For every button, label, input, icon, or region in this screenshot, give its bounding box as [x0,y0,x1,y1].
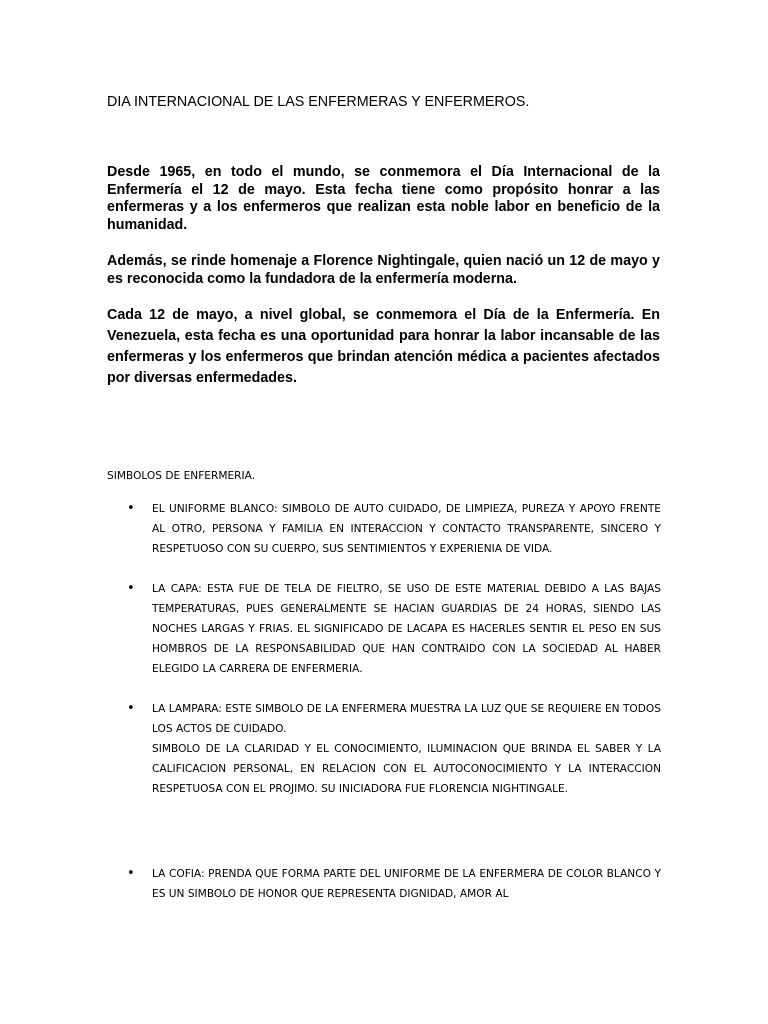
list-item-continuation: SIMBOLO DE LA CLARIDAD Y EL CONOCIMIENTO, ILUMINACION QUE BRINDA EL SABER Y LA CALIFICACION PERSONAL, EN RELACION CON EL AUTOCONOCIMIENTO Y LA INTERACCION RESPETUOSA CON EL PROJIMO. SU INICIADORA FUE FLORENCIA NIGHTINGALE. [152,743,661,795]
document-title: DIA INTERNACIONAL DE LAS ENFERMERAS Y ENFERMEROS. [107,94,530,110]
symbols-heading: SIMBOLOS DE ENFERMERIA. [107,470,256,482]
bullet-icon: • [127,701,135,716]
bullet-icon: • [127,866,135,881]
list-item-text: LA CAPA: ESTA FUE DE TELA DE FIELTRO, SE USO DE ESTE MATERIAL DEBIDO A LAS BAJAS TEMPERATURAS, PUES GENERALMENTE SE HACIAN GUARDIAS DE 24 HORAS, SIENDO LAS NOCHES LARGAS Y FRIAS. EL SIGNIFICADO DE LACAPA ES HACERLES SENTIR EL PESO EN SUS HOMBROS DE LA RESPONSABILIDAD QUE HAN CONTRAIDO CON LA SOCIEDAD AL HABER ELEGIDO LA CARRERA DE ENFERMERIA. [152,583,661,675]
list-item-uniforme [127,499,661,559]
list-item-cofia [127,864,661,904]
venezuela-paragraph: Cada 12 de mayo, a nivel global, se conmemora el Día de la Enfermería. En Venezuela, esta fecha es una oportunidad para honrar la labor incansable de las enfermeras y los enfermeros que brindan atención médica a pacientes afectados por diversas enfermedades. [107,307,660,386]
bullet-icon: • [127,581,135,596]
list-item-text: LA COFIA: PRENDA QUE FORMA PARTE DEL UNIFORME DE LA ENFERMERA DE COLOR BLANCO Y ES UN SIMBOLO DE HONOR QUE REPRESENTA DIGNIDAD, AMOR AL [152,868,661,900]
list-item-text: EL UNIFORME BLANCO: SIMBOLO DE AUTO CUIDADO, DE LIMPIEZA, PUREZA Y APOYO FRENTE AL OTRO, PERSONA Y FAMILIA EN INTERACCION Y CONTACTO TRANSPARENTE, SINCERO Y RESPETUOSO CON SU CUERPO, SUS SENTIMIENTOS Y EXPERIENIA DE VIDA. [152,503,661,555]
intro-paragraph: Desde 1965, en todo el mundo, se conmemora el Día Internacional de la Enfermería el 12 de mayo. Esta fecha tiene como propósito honrar a las enfermeras y a los enfermeros que realizan esta noble labor en beneficio de la humanidad. [107,164,660,233]
list-item-capa [127,579,661,679]
list-item-lampara [127,699,661,799]
bullet-icon: • [127,501,135,516]
list-item-text: LA LAMPARA: ESTE SIMBOLO DE LA ENFERMERA MUESTRA LA LUZ QUE SE REQUIERE EN TODOS LOS ACTOS DE CUIDADO. [152,703,661,735]
nightingale-paragraph: Además, se rinde homenaje a Florence Nightingale, quien nació un 12 de mayo y es reconocida como la fundadora de la enfermería moderna. [107,253,660,287]
